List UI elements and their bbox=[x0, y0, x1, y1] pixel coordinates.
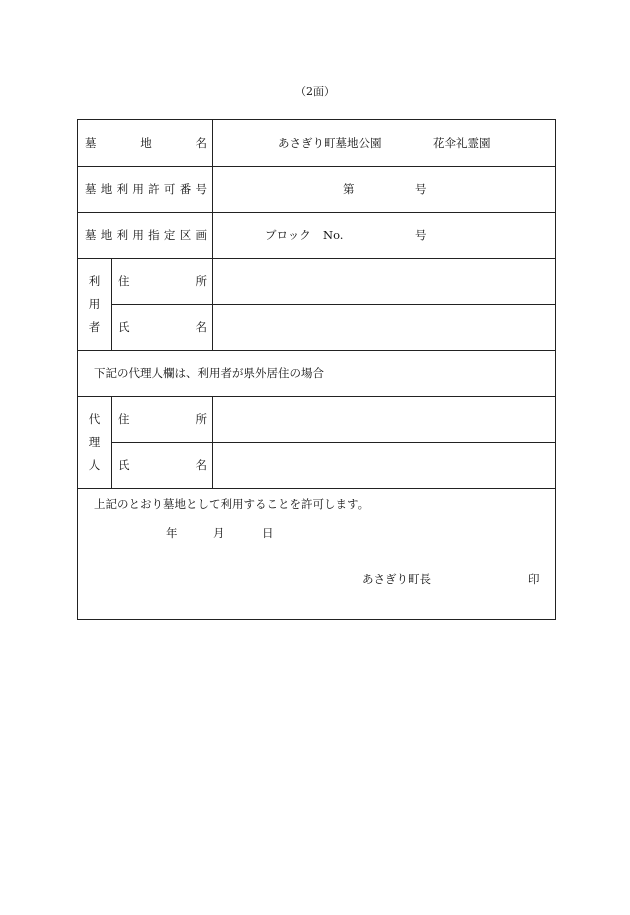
date-year: 年 bbox=[166, 526, 178, 540]
column-divider bbox=[212, 120, 213, 350]
column-divider bbox=[111, 258, 112, 350]
row-divider bbox=[78, 488, 555, 489]
row-divider bbox=[78, 258, 555, 259]
agent-group-label: 代 理 人 bbox=[88, 412, 101, 472]
row-divider bbox=[78, 350, 555, 351]
cemetery-name-label: 墓 地 名 bbox=[85, 136, 207, 150]
user-name-label: 氏 名 bbox=[118, 320, 207, 334]
permit-number-prefix: 第 bbox=[343, 182, 355, 196]
permission-statement: 上記のとおり墓地として利用することを許可します。 bbox=[94, 497, 370, 511]
designated-plot-suffix: 号 bbox=[415, 228, 427, 242]
cemetery-name-value-1: あさぎり町墓地公園 bbox=[278, 136, 382, 150]
row-divider bbox=[78, 396, 555, 397]
user-group-label: 利 用 者 bbox=[88, 274, 101, 334]
agent-note: 下記の代理人欄は、利用者が県外居住の場合 bbox=[94, 366, 324, 380]
row-divider bbox=[78, 166, 555, 167]
date-day: 日 bbox=[262, 526, 274, 540]
row-divider bbox=[78, 212, 555, 213]
row-divider bbox=[111, 304, 555, 305]
cemetery-name-value-2: 花伞礼霊園 bbox=[433, 136, 491, 150]
mayor-title: あさぎり町長 bbox=[362, 572, 431, 586]
designated-plot-block: ブロック bbox=[265, 228, 311, 242]
designated-plot-label: 墓 地 利 用 指 定 区 画 bbox=[85, 228, 207, 242]
user-address-label: 住 所 bbox=[118, 274, 207, 288]
column-divider bbox=[212, 396, 213, 488]
row-divider bbox=[111, 442, 555, 443]
seal-mark: 印 bbox=[528, 572, 540, 586]
permit-form bbox=[77, 119, 556, 620]
page-label: （2面） bbox=[295, 85, 335, 98]
agent-name-label: 氏 名 bbox=[118, 458, 207, 472]
permit-number-suffix: 号 bbox=[415, 182, 427, 196]
permit-number-label: 墓 地 利 用 許 可 番 号 bbox=[85, 182, 207, 196]
designated-plot-no: No. bbox=[323, 228, 344, 242]
date-month: 月 bbox=[213, 526, 225, 540]
agent-address-label: 住 所 bbox=[118, 412, 207, 426]
column-divider bbox=[111, 396, 112, 488]
